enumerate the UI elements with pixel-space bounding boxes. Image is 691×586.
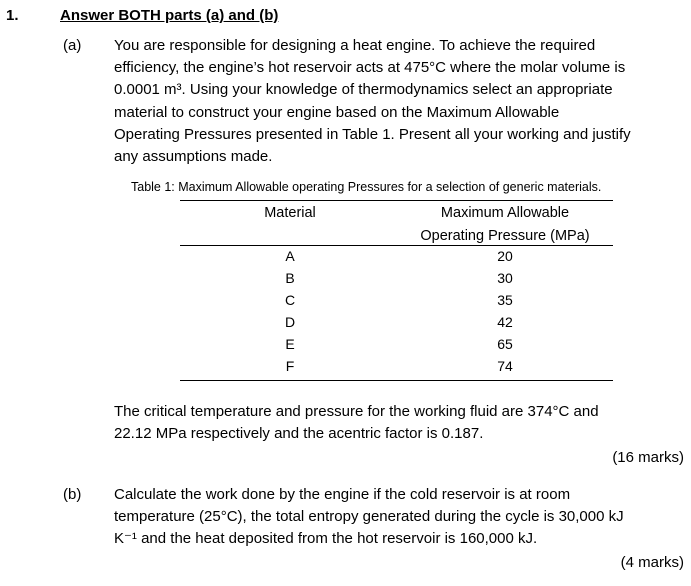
- table-bottom-rule: [180, 380, 613, 381]
- part-b-paragraph: [114, 484, 689, 551]
- part-a-line: Operating Pressures presented in Table 1. Present all your working and justify: [114, 125, 631, 143]
- question-heading: Answer BOTH parts (a) and (b): [60, 7, 279, 24]
- pressure-cell: 35: [497, 292, 513, 308]
- part-a-line: You are responsible for designing a heat engine. To achieve the required: [114, 37, 596, 54]
- part-b-line: K⁻¹ and the heat deposited from the hot reservoir is 160,000 kJ.: [114, 530, 538, 548]
- material-cell: C: [284, 292, 296, 308]
- pressure-cell: 20: [497, 248, 513, 264]
- pressure-cell: 30: [497, 270, 513, 286]
- table-caption: Table 1: Maximum Allowable operating Pressures for a selection of generic materials.: [131, 180, 602, 194]
- pressure-table: [180, 200, 613, 385]
- part-a-followup-line: The critical temperature and pressure for the working fluid are 374°C and: [114, 403, 599, 420]
- part-b-marks: (4 marks): [620, 554, 684, 571]
- part-a-followup: [114, 401, 689, 445]
- material-cell: D: [284, 314, 296, 330]
- pressure-header-line2: Operating Pressure (MPa): [420, 228, 590, 244]
- part-a-line: any assumptions made.: [114, 148, 273, 166]
- part-a-line: 0.0001 m³. Using your knowledge of thermodynamics select an appropriate: [114, 81, 613, 99]
- part-a-marks: (16 marks): [612, 449, 684, 466]
- part-a-line: efficiency, the engine’s hot reservoir acts at 475°C where the molar volume is: [114, 59, 626, 77]
- material-cell: A: [285, 248, 295, 264]
- table-header-rule: [180, 245, 613, 246]
- material-cell: F: [285, 358, 295, 374]
- material-cell: B: [285, 270, 295, 286]
- pressure-header-line1: Maximum Allowable: [440, 205, 570, 221]
- part-b-label: (b): [63, 486, 82, 503]
- part-a-followup-line: 22.12 MPa respectively and the acentric factor is 0.187.: [114, 425, 484, 443]
- table-top-rule: [180, 200, 613, 201]
- pressure-cell: 65: [497, 336, 513, 352]
- part-b-line: temperature (25°C), the total entropy generated during the cycle is 30,000 kJ: [114, 508, 624, 526]
- part-a-paragraph: [114, 35, 689, 168]
- part-a-line: material to construct your engine based on the Maximum Allowable: [114, 103, 560, 121]
- question-number: 1.: [6, 7, 19, 24]
- pressure-cell: 74: [497, 358, 513, 374]
- pressure-cell: 42: [497, 314, 513, 330]
- material-cell: E: [285, 336, 295, 352]
- part-a-label: (a): [63, 37, 82, 54]
- part-b-line: Calculate the work done by the engine if the cold reservoir is at room: [114, 486, 571, 503]
- material-column-header: Material: [264, 205, 316, 221]
